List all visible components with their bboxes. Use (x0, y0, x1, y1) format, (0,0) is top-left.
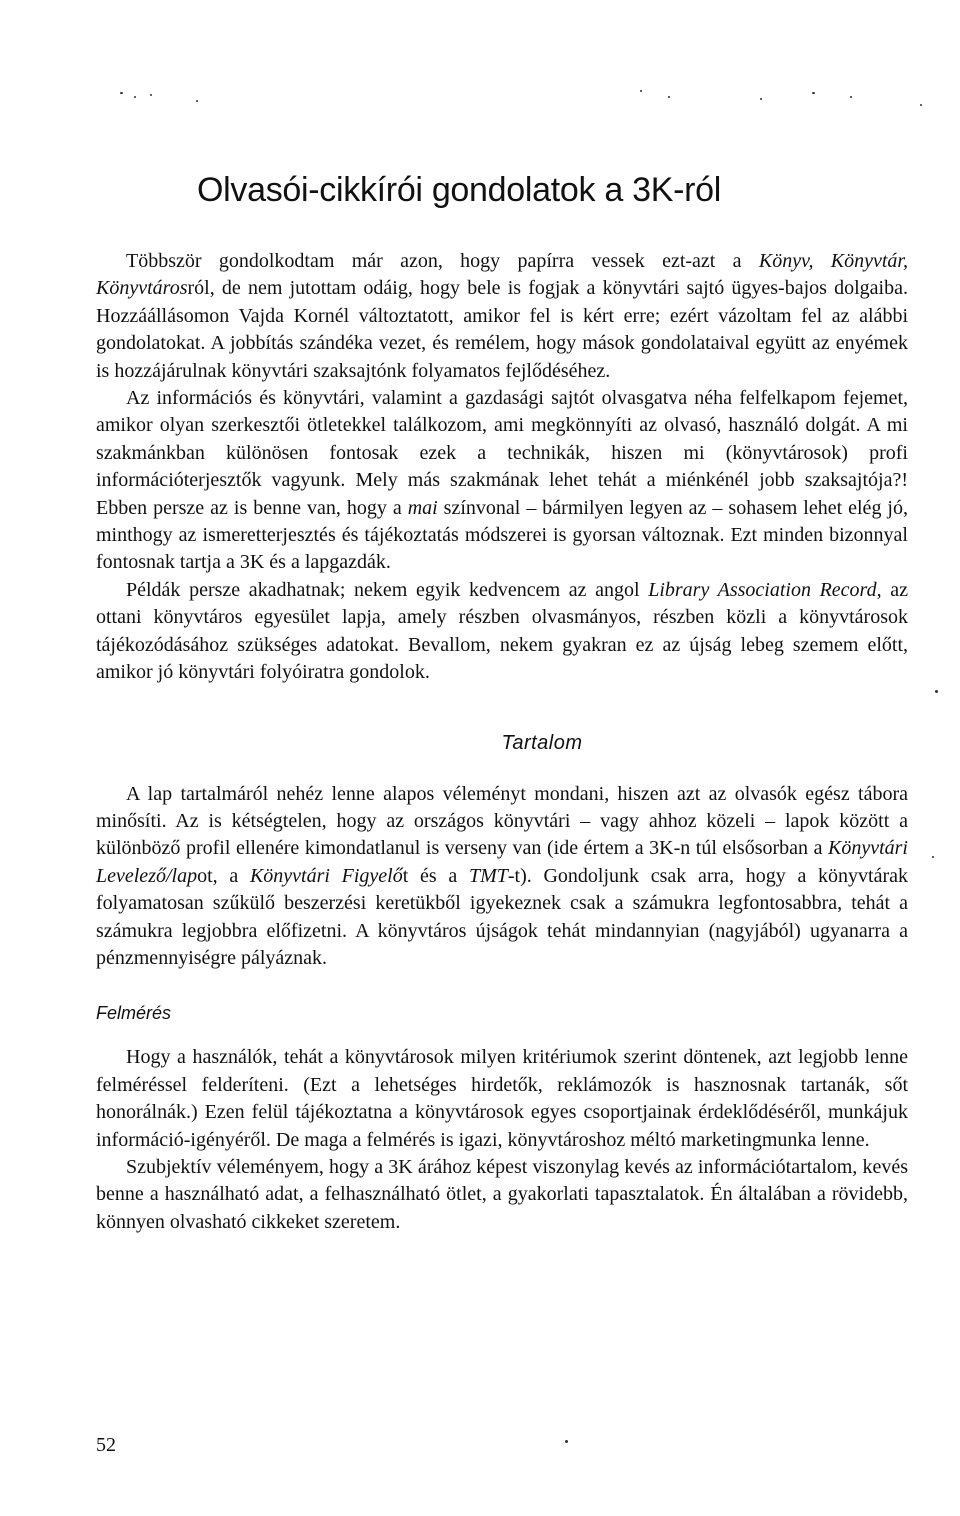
scan-speck (120, 92, 123, 94)
scan-speck (150, 94, 152, 96)
sub-heading: Felmérés (96, 1003, 172, 1024)
scan-speck (850, 96, 852, 98)
scan-speck (920, 104, 922, 106)
scan-speck (932, 856, 934, 858)
paragraph: Szubjektív véleményem, hogy a 3K árához képest viszonylag kevés az információtartalom, kevés benne a használható adat, a felhasználható ötlet, a gyakorlati tapasztalatok. Én általában a rövidebb, könnyen olvasható cikkeket szeretem. (96, 1155, 908, 1233)
scan-speck (668, 96, 670, 98)
scan-speck (134, 96, 136, 98)
article-title: Olvasói-cikkírói gondolatok a 3K-ról (197, 171, 721, 209)
scan-speck (565, 1440, 568, 1443)
section-heading: Tartalom (501, 731, 583, 754)
scan-speck (812, 92, 815, 94)
scan-speck (640, 90, 642, 92)
page-number: 52 (96, 1434, 116, 1456)
paragraph: Példák persze akadhatnak; nekem egyik kedvencem az angol Library Association Record, az ottani könyvtáros egyesület lapja, amely részben olvasmányos, részben közli a könyvtárosok tájékozódásához szükséges adatokat. Bevallom, nekem gyakran ez az újság lebeg szemem előtt, amikor jó könyvtári folyóiratra gondolok. (96, 578, 908, 684)
paragraph: Hogy a használók, tehát a könyvtárosok milyen kritériumok szerint döntenek, azt legjobb lenne felméréssel felderíteni. (Ezt a lehetséges hirdetők, reklámozók is hasznosnak tartanák, sőt honorálnák.) Ezen felül tájékoztatna a könyvtárosok egyes csoportjainak érdeklődéséről, munkájuk információ-igényéről. De maga a felmérés is igazi, könyvtároshoz méltó marketingmunka lenne. (96, 1046, 908, 1151)
scan-speck (760, 98, 762, 100)
paragraph: A lap tartalmáról nehéz lenne alapos véleményt mondani, hiszen azt az olvasók egész tábora minősíti. Az is kétségtelen, hogy az országos könyvtári – vagy ahhoz közeli – lapok között a különböző profil ellenére kimondatlanul is verseny van (ide értem a 3K-n túl elsősorban a Könyvtári Levelező/lapot, a Könyvtári Figyelőt és a TMT-t). Gondoljunk csak arra, hogy a könyvtárak folyamatosan szűkülő beszerzési keretükből igyekeznek csak a számukra legfontosabbra, tehát a számukra legjobbra előfizetni. A könyvtáros újságok tehát mindannyian (nagyjából) ugyanarra a pénzmennyiségre pályáznak. (96, 782, 908, 969)
scan-speck (935, 690, 938, 693)
article-body (96, 248, 908, 1236)
paragraph: Az információs és könyvtári, valamint a gazdasági sajtót olvasgatva néha felfelkapom fejemet, amikor olyan szerkesztői ötletekkel találkozom, ami megkönnyíti az olvasó, használó dolgát. A mi szakmánkban különösen fontosak ezek a technikák, hiszen mi (könyvtárosok) profi információterjesztők vagyunk. Mely más szakmának lehet tehát a miénkénél jobb szaksajtója?! Ebben persze az is benne van, hogy a mai színvonal – bármilyen legyen az – sohasem lehet elég jó, minthogy az ismeretterjesztés és tájékoztatás módszerei is gyorsan változnak. Ezt minden bizonnyal fontosnak tartja a 3K és a lapgazdák. (96, 387, 908, 574)
scan-speck (196, 100, 198, 102)
paragraph: Többször gondolkodtam már azon, hogy papírra vessek ezt-azt a Könyv, Könyvtár, Könyvtárosról, de nem jutottam odáig, hogy bele is fogjak a könyvtári sajtó ügyes-bajos dolgaiba. Hozzáállásomon Vajda Kornél változtatott, amikor fel is kért erre; ezért vázoltam fel az alábbi gondolatokat. A jobbítás szándéka vezet, és remélem, hogy mások gondolataival együtt az enyémek is hozzájárulnak könyvtári szaksajtónk folyamatos fejlődéséhez. (96, 250, 908, 382)
